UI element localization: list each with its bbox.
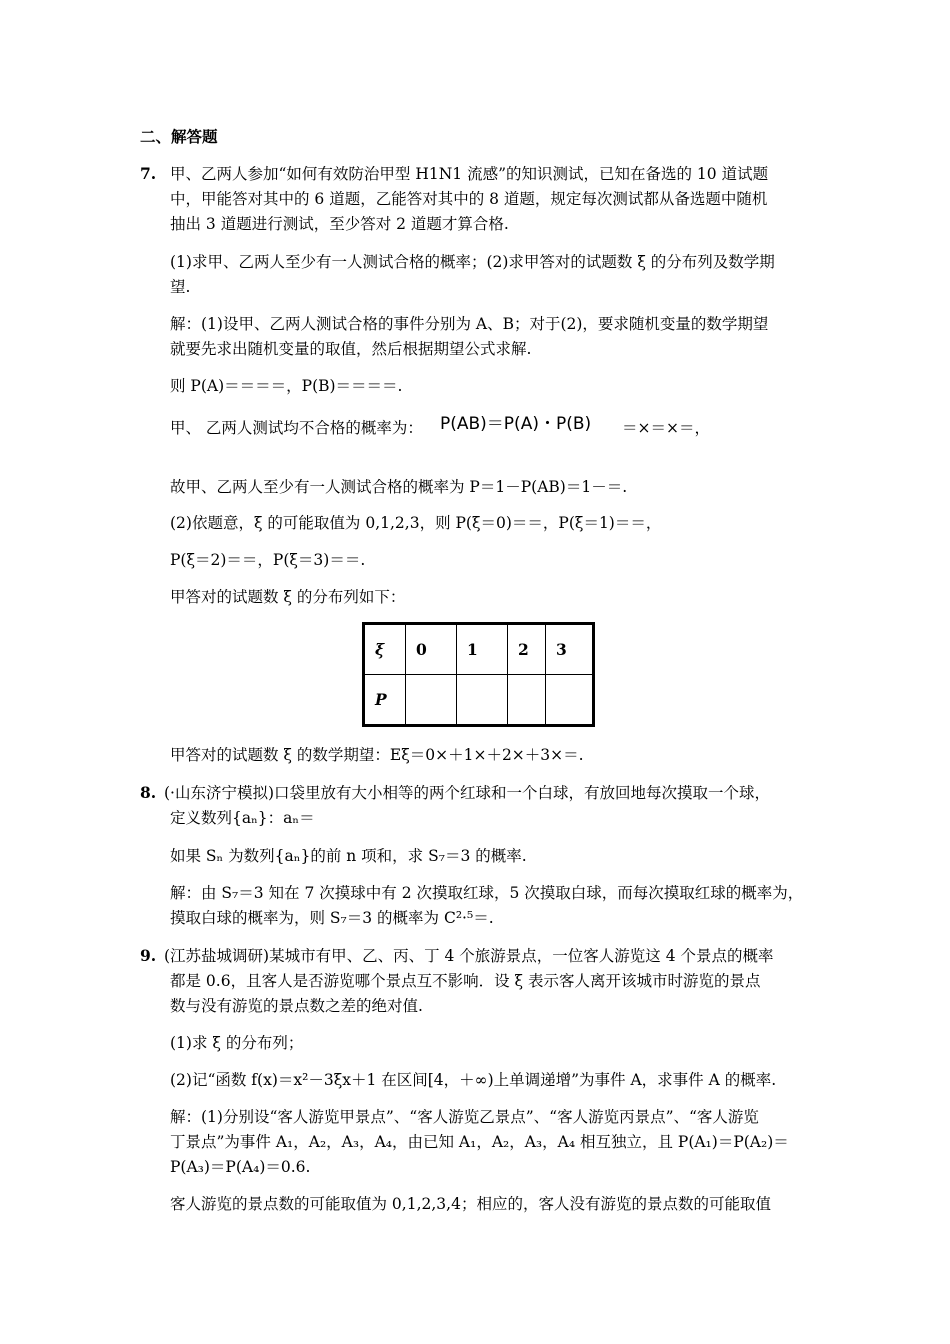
q8-solution-line-2: 摸取白球的概率为，则 S₇＝3 的概率为 C²·⁵＝. [170,909,494,927]
question-8-number: 8. [140,783,157,802]
table-row [364,675,594,726]
q9-ask-1: (1)求 ξ 的分布列； [170,1034,304,1052]
q8-stem-line-1: (·山东济宁模拟)口袋里放有大小相等的两个红球和一个白球，有放回地每次摸取一个球， [164,784,771,802]
q7-formula-image: P(AB)＝P(A)・P(B) [440,414,592,434]
q7-stem-line-2: 中，甲能答对其中的 6 道题，乙能答对其中的 8 道题，规定每次测试都从备选题中随机 [170,190,768,208]
table-cell: P [364,675,406,726]
q7-solution-line-7: P(ξ＝2)＝＝，P(ξ＝3)＝＝. [170,551,366,569]
q9-number-text: 9 [140,946,151,965]
q9-solution-line-2: 丁景点”为事件 A₁，A₂，A₃，A₄，由已知 A₁，A₂，A₃，A₄ 相互独立，且 P(A₁)＝P(A₂)＝ [170,1133,789,1151]
q9-stem-line-1: (江苏盐城调研)某城市有甲、乙、丙、丁 4 个旅游景点，一位客人游览这 4 个景点的概率 [164,947,774,965]
table-cell [457,675,508,726]
q7-solution-line-5: 故甲、乙两人至少有一人测试合格的概率为 P＝1－P(AB)＝1－＝. [170,478,628,496]
table-row [364,624,594,675]
q7-ask-line-1: (1)求甲、乙两人至少有一人测试合格的概率；(2)求甲答对的试题数 ξ 的分布列及数学期 [170,253,775,271]
q9-stem-line-3: 数与没有游览的景点数之差的绝对值. [170,997,423,1015]
table-cell: ξ [364,624,406,675]
q7-solution-line-4-tail: ＝×＝×＝， [622,419,710,437]
q8-ask: 如果 Sₙ 为数列{aₙ}的前 n 项和，求 S₇＝3 的概率. [170,847,527,865]
table-cell: 2 [508,624,546,675]
q7-solution-line-4: 甲、 乙两人测试均不合格的概率为： [170,419,423,437]
q7-solution-line-3: 则 P(A)＝＝＝＝，P(B)＝＝＝＝. [170,377,403,395]
q7-expectation: 甲答对的试题数 ξ 的数学期望：Eξ＝0×＋1×＋2×＋3×＝. [170,746,584,764]
table-cell: 0 [406,624,457,675]
q9-solution-line-4: 客人游览的景点数的可能取值为 0,1,2,3,4；相应的，客人没有游览的景点数的可能取值 [170,1195,771,1213]
q7-stem-line-1: 甲、乙两人参加“如何有效防治甲型 H1N1 流感”的知识测试，已知在备选的 10 道试题 [170,165,769,183]
table-cell [546,675,594,726]
q9-solution-line-3: P(A₃)＝P(A₄)＝0.6. [170,1158,311,1176]
distribution-table [362,622,595,727]
q8-stem-line-2: 定义数列{aₙ}：aₙ＝ [170,809,315,827]
table-cell: 1 [457,624,508,675]
q9-ask-2: (2)记“函数 f(x)＝x²－3ξx＋1 在区间[4，＋∞)上单调递增”为事件 A，求事件 A 的概率. [170,1071,777,1089]
q7-solution-line-8: 甲答对的试题数 ξ 的分布列如下： [170,588,406,606]
table-cell [508,675,546,726]
q8-number-text: 8 [140,783,151,802]
question-9-number: 9. [140,946,157,965]
q8-solution-line-1: 解：由 S₇＝3 知在 7 次摸球中有 2 次摸取红球，5 次摸取白球，而每次摸取红球的概率为， [170,884,804,902]
q7-number-text: 7 [140,164,151,183]
q9-stem-line-2: 都是 0.6，且客人是否游览哪个景点互不影响．设 ξ 表示客人离开该城市时游览的景点 [170,972,761,990]
table-cell [406,675,457,726]
q7-stem-line-3: 抽出 3 道题进行测试，至少答对 2 道题才算合格. [170,215,509,233]
table-cell: 3 [546,624,594,675]
q7-solution-line-2: 就要先求出随机变量的取值，然后根据期望公式求解. [170,340,532,358]
q7-solution-line-1: 解：(1)设甲、乙两人测试合格的事件分别为 A、B；对于(2)，要求随机变量的数学期望 [170,315,769,333]
q7-solution-line-6: (2)依题意，ξ 的可能取值为 0,1,2,3，则 P(ξ＝0)＝＝，P(ξ＝1)＝＝， [170,514,662,532]
section-title: 二、解答题 [140,127,218,146]
q9-solution-line-1: 解：(1)分别设“客人游览甲景点”、“客人游览乙景点”、“客人游览丙景点”、“客人游览 [170,1108,759,1126]
q7-ask-line-2: 望. [170,278,191,296]
question-7-number: 7. [140,164,157,183]
